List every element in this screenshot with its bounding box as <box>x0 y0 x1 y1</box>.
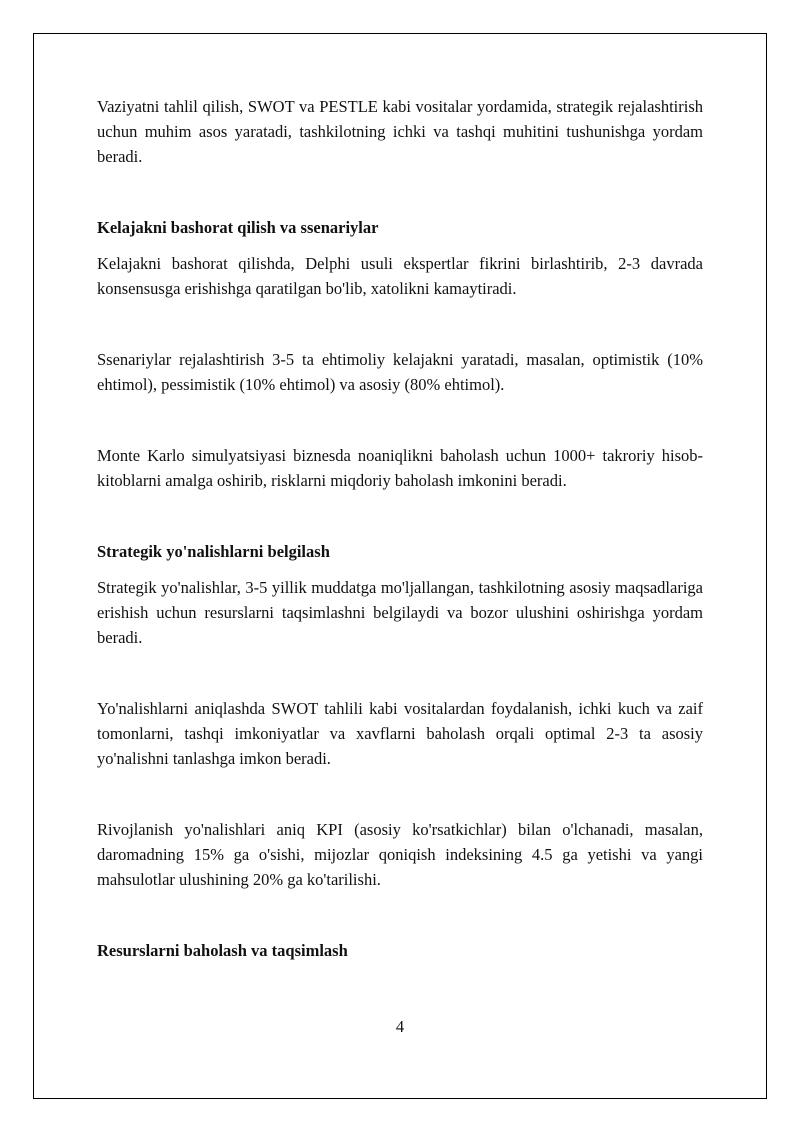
paragraph-strategic-directions: Strategik yo'nalishlar, 3-5 yillik muddatga mo'ljallangan, tashkilotning asosiy maqsadlariga erishish uchun resurslarni taqsimlashni belgilaydi va bozor ulushini oshirishga yordam beradi. <box>97 578 703 647</box>
paragraph-situation-analysis: Vaziyatni tahlil qilish, SWOT va PESTLE kabi vositalar yordamida, strategik rejalashtirish uchun muhim asos yaratadi, tashkilotning ichki va tashqi muhitini tushunishga yordam beradi. <box>97 97 703 166</box>
page-number: 4 <box>395 1017 405 1036</box>
paragraph-swot-directions: Yo'nalishlarni aniqlashda SWOT tahlili kabi vositalardan foydalanish, ichki kuch va zaif tomonlarni, tashqi imkoniyatlar va xavflarni baholash orqali optimal 2-3 ta asosiy yo'nalishni tanlashga imkon beradi. <box>97 699 703 768</box>
heading-strategic-directions: Strategik yo'nalishlarni belgilash <box>97 542 330 561</box>
heading-resource-evaluation: Resurslarni baholash va taqsimlash <box>97 941 348 960</box>
paragraph-scenario-planning: Ssenariylar rejalashtirish 3-5 ta ehtimoliy kelajakni yaratadi, masalan, optimistik (10% ehtimol), pessimistik (10% ehtimol) va asosiy (80% ehtimol). <box>97 350 703 394</box>
paragraph-kpi-measurement: Rivojlanish yo'nalishlari aniq KPI (asosiy ko'rsatkichlar) bilan o'lchanadi, masalan, daromadning 15% ga o'sishi, mijozlar qoniqish indeksining 4.5 ga yetishi va yangi mahsulotlar ulushining 20% ga ko'tarilishi. <box>97 820 703 889</box>
heading-forecasting-scenarios: Kelajakni bashorat qilish va ssenariylar <box>97 218 379 237</box>
paragraph-delphi-method: Kelajakni bashorat qilishda, Delphi usuli ekspertlar fikrini birlashtirib, 2-3 davrada konsensusga erishishga qaratilgan bo'lib, xatolikni kamaytiradi. <box>97 254 703 298</box>
paragraph-monte-carlo: Monte Karlo simulyatsiyasi biznesda noaniqlikni baholash uchun 1000+ takroriy hisob-kitoblarni amalga oshirib, risklarni miqdoriy baholash imkonini beradi. <box>97 446 703 490</box>
document-body <box>97 94 703 963</box>
